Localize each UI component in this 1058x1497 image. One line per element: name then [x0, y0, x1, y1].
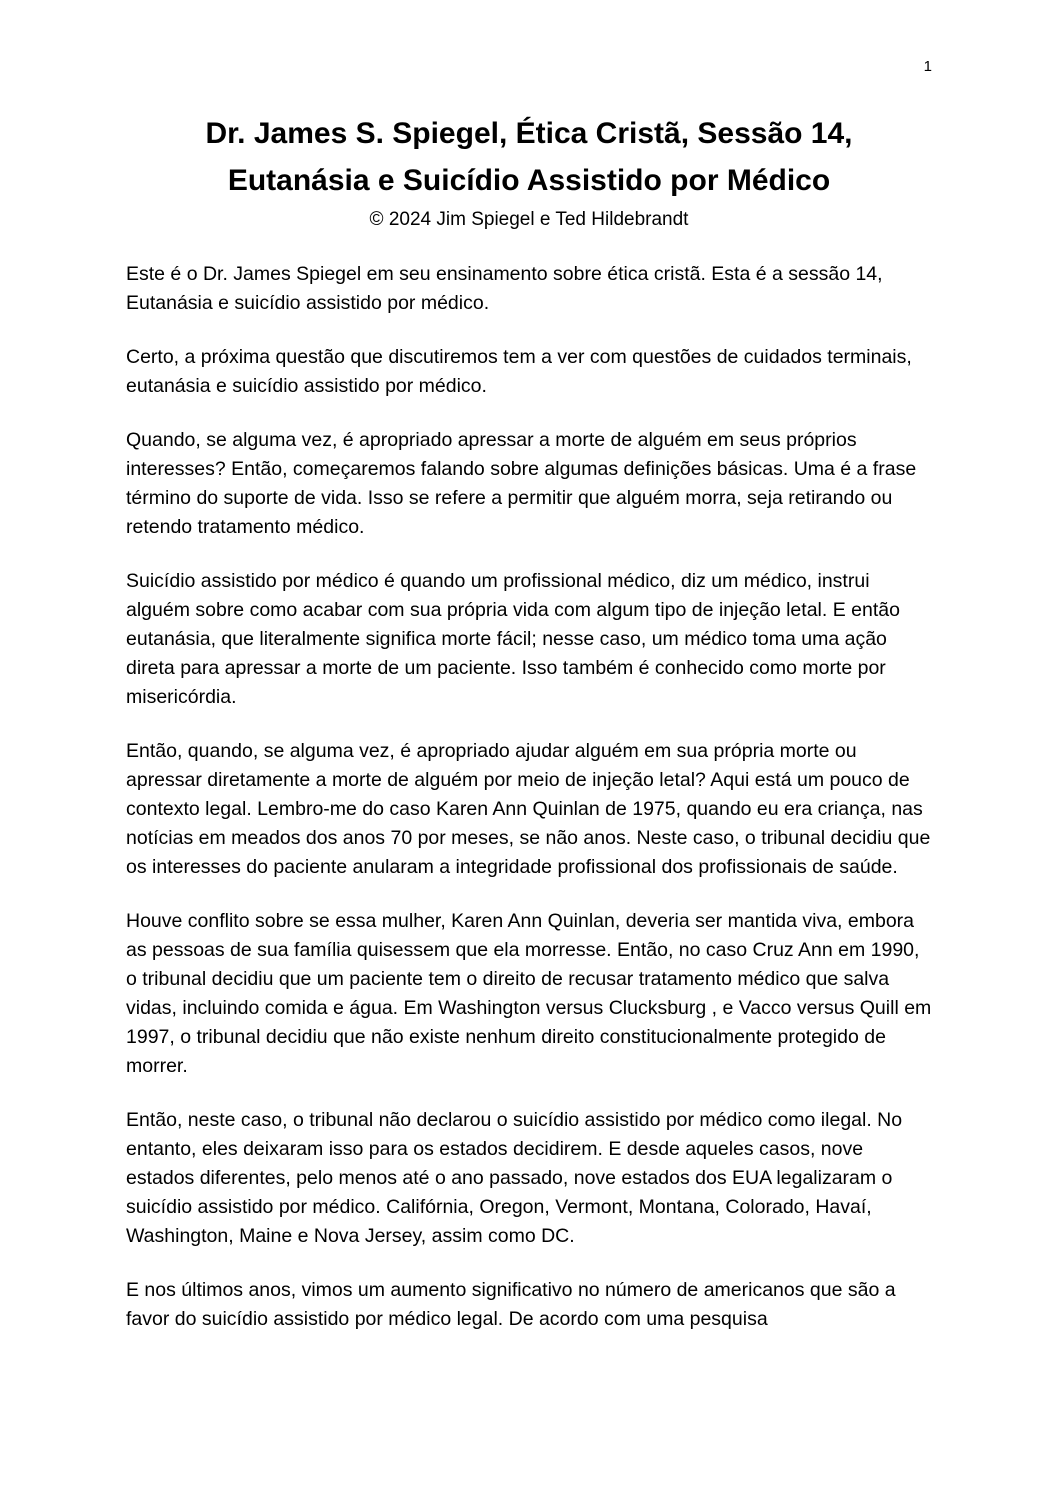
document-title	[126, 110, 932, 204]
document-title-line-1: Dr. James S. Spiegel, Ética Cristã, Sessão 14,	[205, 117, 853, 150]
paragraphs	[126, 260, 932, 1334]
paragraph-4: Suicídio assistido por médico é quando um profissional médico, diz um médico, instrui alguém sobre como acabar com sua própria vida com algum tipo de injeção letal. E então eutanásia, que literalmente significa morte fácil; nesse caso, um médico toma uma ação direta para apressar a morte de um paciente. Isso também é conhecido como morte por misericórdia.	[126, 570, 900, 708]
page-number: 1	[923, 58, 932, 75]
document-title-line-2: Eutanásia e Suicídio Assistido por Médico	[227, 164, 831, 197]
copyright-line: © 2024 Jim Spiegel e Ted Hildebrandt	[369, 209, 689, 230]
paragraph-7: Então, neste caso, o tribunal não declarou o suicídio assistido por médico como ilegal. No entanto, eles deixaram isso para os estados decidirem. E desde aqueles casos, nove estados diferentes, pelo menos até o ano passado, nove estados dos EUA legalizaram o suicídio assistido por médico. Califórnia, Oregon, Vermont, Montana, Colorado, Havaí, Washington, Maine e Nova Jersey, assim como DC.	[126, 1109, 903, 1247]
page-header	[126, 58, 932, 76]
paragraph-5: Então, quando, se alguma vez, é apropriado ajudar alguém em sua própria morte ou apressar diretamente a morte de alguém por meio de injeção letal? Aqui está um pouco de contexto legal. Lembro-me do caso Karen Ann Quinlan de 1975, quando eu era criança, nas notícias em meados dos anos 70 por meses, se não anos. Neste caso, o tribunal decidiu que os interesses do paciente anularam a integridade profissional dos profissionais de saúde.	[126, 740, 931, 878]
paragraph-1: Este é o Dr. James Spiegel em seu ensinamento sobre ética cristã. Esta é a sessão 14, Eutanásia e suicídio assistido por médico.	[126, 263, 883, 314]
document-body	[126, 110, 932, 1334]
paragraph-3: Quando, se alguma vez, é apropriado apressar a morte de alguém em seus próprios interesses? Então, começaremos falando sobre algumas definições básicas. Uma é a frase término do suporte de vida. Isso se refere a permitir que alguém morra, seja retirando ou retendo tratamento médico.	[126, 429, 917, 538]
paragraph-8: E nos últimos anos, vimos um aumento significativo no número de americanos que são a favor do suicídio assistido por médico legal. De acordo com uma pesquisa	[126, 1279, 896, 1330]
paragraph-2: Certo, a próxima questão que discutiremos tem a ver com questões de cuidados terminais, eutanásia e suicídio assistido por médico.	[126, 346, 912, 397]
paragraph-6: Houve conflito sobre se essa mulher, Karen Ann Quinlan, deveria ser mantida viva, embora as pessoas de sua família quisessem que ela morresse. Então, no caso Cruz Ann em 1990, o tribunal decidiu que um paciente tem o direito de recusar tratamento médico que salva vidas, incluindo comida e água. Em Washington versus Clucksburg , e Vacco versus Quill em 1997, o tribunal decidiu que não existe nenhum direito constitucionalmente protegido de morrer.	[126, 910, 932, 1077]
